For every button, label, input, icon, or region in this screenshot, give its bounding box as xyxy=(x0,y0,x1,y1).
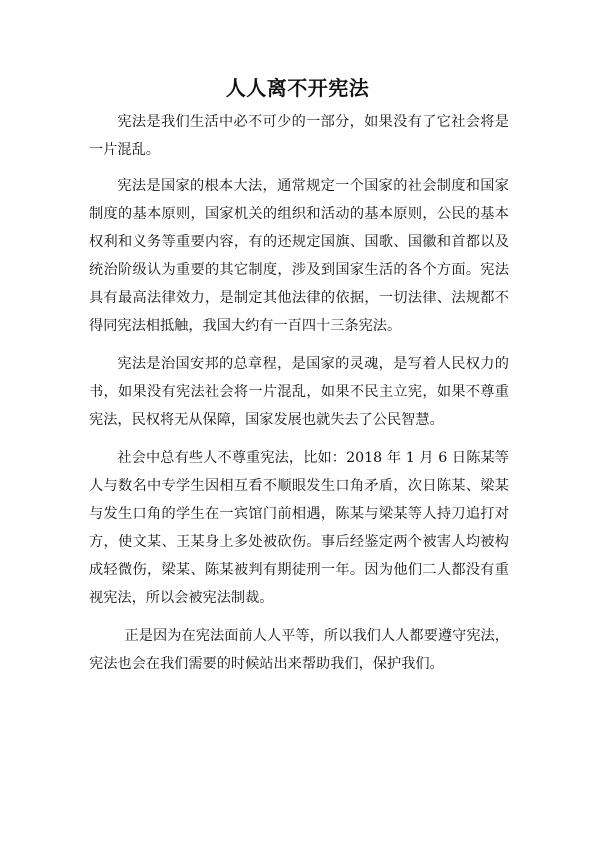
paragraph-definition: 宪法是国家的根本大法，通常规定一个国家的社会制度和国家制度的基本原则，国家机关的组织和活动的基本原则，公民的基本权利和义务等重要内容，有的还规定国旗、国歌、国徽和首都以及统治阶级认为重要的其它制度，涉及到国家生活的各个方面。宪法具有最高法律效力，是制定其他法律的依据，一切法律、法规都不得同宪法相抵触，我国大约有一百四十三条宪法。 xyxy=(89,178,509,334)
paragraph-intro: 宪法是我们生活中必不可少的一部分，如果没有了它社会将是一片混乱。 xyxy=(89,114,509,158)
document-body xyxy=(89,108,509,688)
document-title: 人人离不开宪法 xyxy=(225,76,370,100)
paragraph-example: 社会中总有些人不尊重宪法，比如：2018 年 1 月 6 日陈某等人与数名中专学生因相互看不顺眼发生口角矛盾，次日陈某、梁某与发生口角的学生在一宾馆门前相遇，陈某与梁某等人持刀追打对方，使文某、王某身上多处被砍伤。事后经鉴定两个被害人均被构成轻微伤，梁某、陈某被判有期徒刑一年。因为他们二人都没有重视宪法，所以会被宪法制裁。 xyxy=(89,450,509,606)
paragraph-significance: 宪法是治国安邦的总章程，是国家的灵魂，是写着人民权力的书，如果没有宪法社会将一片混乱，如果不民主立宪，如果不尊重宪法，民权将无从保障，国家发展也就失去了公民智慧。 xyxy=(89,356,509,428)
paragraph-conclusion: 正是因为在宪法面前人人平等，所以我们人人都要遵守宪法，宪法也会在我们需要的时候站出来帮助我们，保护我们。 xyxy=(89,628,509,672)
